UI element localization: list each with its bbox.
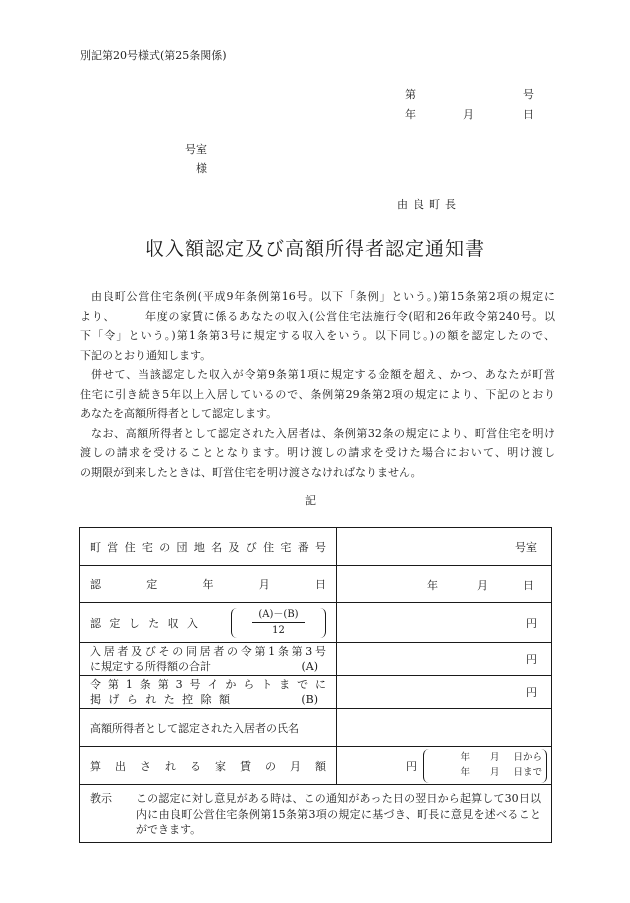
cert-day: 日 (523, 579, 534, 592)
mark-b: (B) (301, 693, 318, 706)
income-total-label-line2 (90, 659, 326, 674)
certified-income-value-cell[interactable] (337, 603, 552, 643)
resident-name-label: 高額所得者として認定された入居者の氏名 (90, 721, 299, 735)
mark-a: (A) (301, 660, 318, 673)
deduction-label-line2 (90, 692, 326, 707)
details-table (79, 527, 552, 843)
formula-numerator: (A)－(B) (252, 609, 304, 623)
paragraph-1 (80, 287, 555, 365)
deduction-label-line1: 令第1条第3号イからトまでに (90, 678, 326, 691)
to-month: 月 (489, 766, 500, 778)
resident-name-label-cell (80, 709, 337, 747)
table-row (80, 785, 552, 843)
form-reference: 別記第20号様式(第25条関係) (80, 49, 227, 62)
to-year: 年 (460, 766, 470, 778)
monthly-rent-label-cell (80, 747, 337, 785)
table-row (80, 747, 552, 785)
income-total-label-cell (80, 643, 337, 676)
notice (90, 791, 541, 838)
text-line: 併せて、当該認定した収入が令第9条第1項に規定する金額を超え、かつ、あなたが町営 (91, 368, 555, 381)
table-row (80, 528, 552, 566)
monthly-rent-value-cell[interactable] (337, 747, 552, 785)
yen-unit: 円 (406, 759, 417, 773)
text-line: の期限が到来したときは、町営住宅を明け渡さなければなりません。 (80, 465, 422, 479)
text-line: 下「令」という。)第1条第3号に規定する収入をいう。以下同じ。)の額を認定したので、 (80, 329, 555, 342)
text-line: 由良町公営住宅条例(平成9年条例第16号。以下「条例」という。)第15条第2項の規定に (91, 290, 555, 303)
certified-income-label-wrap (90, 608, 326, 638)
rent-period (423, 749, 547, 783)
cert-year: 年 (427, 579, 438, 592)
text-line: 渡しの請求を受けることとなります。明け渡しの請求を受けた場合において、明け渡し (80, 446, 555, 459)
monthly-rent-label: 算出される家賃の月額 (90, 759, 326, 773)
table-row (80, 643, 552, 676)
document-number-dai: 第 (405, 88, 416, 101)
date-month: 月 (463, 108, 474, 121)
deduction-value-cell[interactable] (337, 676, 552, 709)
resident-name-value-cell[interactable] (337, 709, 552, 747)
housing-label: 町営住宅の団地名及び住宅番号 (90, 540, 326, 554)
yen-unit: 円 (526, 616, 537, 630)
notice-body: この認定に対し意見がある時は、この通知があった日の翌日から起算して30日以内に由良町公営住宅条例第15条第3項の規定に基づき、町長に意見を述べることができます。 (136, 792, 541, 836)
from-month: 月 (489, 751, 500, 763)
from-day: 日から (513, 751, 542, 763)
recipient-room: 号室 (185, 143, 207, 156)
certification-date-label: 認定年月日 (90, 578, 326, 591)
deduction-label-text: 掲げられた控除額 (90, 693, 230, 706)
yen-unit: 円 (526, 686, 537, 699)
paragraph-3 (80, 424, 555, 483)
sender-name: 由良町長 (397, 198, 461, 211)
income-total-label-text: に規定する所得額の合計 (90, 660, 211, 673)
formula-denominator: 12 (272, 624, 285, 636)
table-row (80, 566, 552, 603)
yen-unit: 円 (526, 653, 537, 666)
certified-income-label: 認定した収入 (90, 616, 198, 630)
date-year: 年 (405, 108, 416, 121)
notice-heading: 教示 (90, 792, 112, 805)
income-formula (231, 608, 326, 638)
period-to (424, 765, 546, 780)
document-number-go: 号 (523, 88, 534, 101)
document-title: 収入額認定及び高額所得者認定通知書 (144, 238, 485, 260)
body-text (80, 287, 555, 482)
to-day: 日まで (513, 766, 542, 778)
income-total-value-cell[interactable] (337, 643, 552, 676)
housing-label-cell (80, 528, 337, 566)
text-line: 住宅に引き続き5年以上入居しているので、条例第29条第2項の規定により、下記のとおり (80, 387, 555, 401)
date-day: 日 (523, 108, 534, 121)
rent-cell-wrap (337, 749, 547, 783)
from-year: 年 (460, 751, 470, 763)
certification-date-value-cell[interactable] (337, 566, 552, 603)
certified-income-label-cell (80, 603, 337, 643)
text-line: 下記のとおり通知します。 (80, 348, 212, 362)
text-line: あなたを高額所得者として認定します。 (80, 407, 278, 420)
deduction-label-cell (80, 676, 337, 709)
text-line: より、 年度の家賃に係るあなたの収入(公営住宅法施行令(昭和26年政令第240号。以 (80, 309, 555, 323)
table-row (80, 709, 552, 747)
certification-date-label-cell (80, 566, 337, 603)
table-row (80, 676, 552, 709)
cert-month: 月 (477, 579, 488, 592)
period-from (424, 750, 546, 765)
text-line: なお、高額所得者として認定された入居者は、条例第32条の規定により、町営住宅を明け (91, 426, 555, 440)
table-row (80, 603, 552, 643)
paragraph-2 (80, 365, 555, 424)
room-suffix: 号室 (515, 540, 537, 554)
recipient-honorific: 様 (196, 162, 207, 175)
ki-heading: 記 (305, 494, 316, 507)
income-total-label-line1: 入居者及びその同居者の令第1条第3号 (90, 645, 326, 658)
housing-value-cell[interactable] (337, 528, 552, 566)
notice-cell (80, 785, 552, 843)
